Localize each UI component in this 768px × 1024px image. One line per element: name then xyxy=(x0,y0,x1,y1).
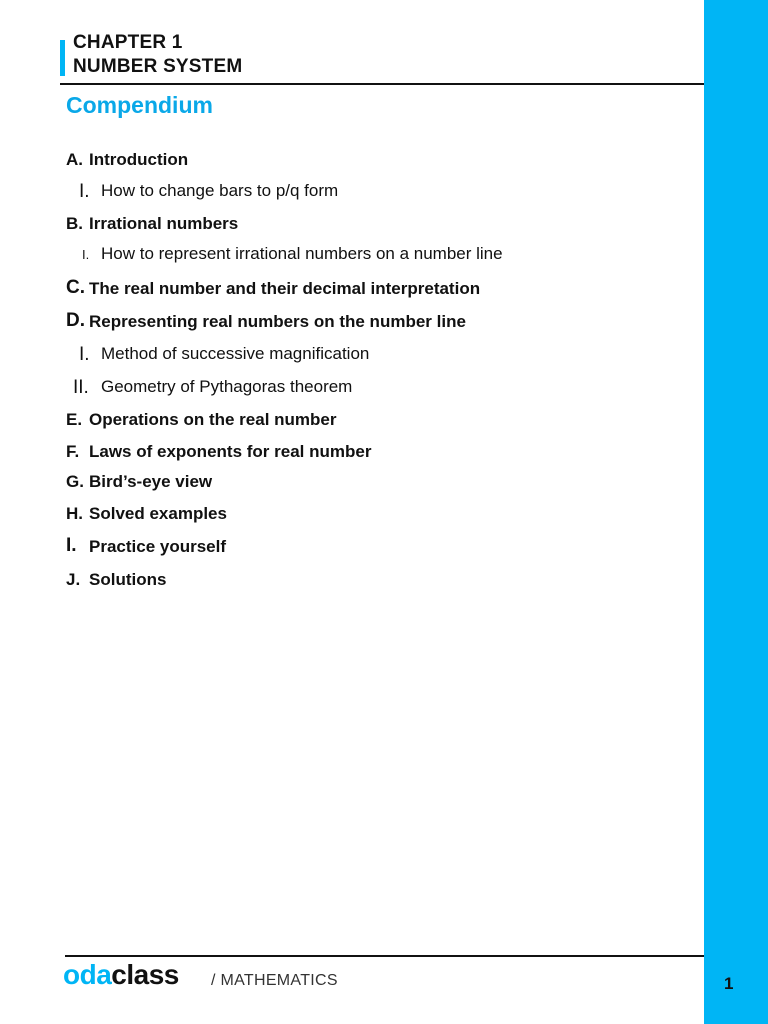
toc-label: Practice yourself xyxy=(89,537,227,556)
toc-sub-label: Geometry of Pythagoras theorem xyxy=(101,377,353,396)
toc-marker: F. xyxy=(66,442,80,461)
toc-marker: B. xyxy=(66,214,83,233)
toc-sub-marker: I. xyxy=(79,181,90,202)
toc-sub-marker: I. xyxy=(82,247,90,262)
page-number: 1 xyxy=(724,974,734,993)
toc-label: Solutions xyxy=(89,570,167,589)
toc-label: Introduction xyxy=(89,150,189,169)
footer-divider xyxy=(65,955,704,957)
toc-sub-label: Method of successive magnification xyxy=(101,344,370,363)
toc-marker: D. xyxy=(66,310,85,331)
toc-label: Irrational numbers xyxy=(89,214,239,233)
toc-marker: I. xyxy=(66,535,77,556)
toc-label: Bird’s-eye view xyxy=(89,472,213,491)
brand-logo-part1: oda xyxy=(63,959,112,990)
toc-marker: A. xyxy=(66,150,83,169)
toc-marker: E. xyxy=(66,410,83,429)
side-color-bar xyxy=(704,0,768,1024)
toc-marker: C. xyxy=(66,277,85,298)
chapter-title: NUMBER SYSTEM xyxy=(73,56,243,77)
compendium-title: Compendium xyxy=(66,92,213,118)
toc-label: Laws of exponents for real number xyxy=(89,442,372,461)
toc-marker: G. xyxy=(66,472,84,491)
footer-subject: / MATHEMATICS xyxy=(211,972,338,989)
toc-sub-marker: II. xyxy=(73,377,89,398)
chapter-label: CHAPTER 1 xyxy=(73,32,183,53)
toc-label: Operations on the real number xyxy=(89,410,337,429)
toc-sub-marker: I. xyxy=(79,344,90,365)
toc-label: The real number and their decimal interpretation xyxy=(89,279,481,298)
brand-logo-part2: class xyxy=(111,959,179,990)
toc-sub-label: How to change bars to p/q form xyxy=(101,181,339,200)
toc-label: Solved examples xyxy=(89,504,227,523)
toc-sub-label: How to represent irrational numbers on a number line xyxy=(101,244,503,263)
toc-label: Representing real numbers on the number line xyxy=(89,312,466,331)
toc-marker: H. xyxy=(66,504,83,523)
brand-logo xyxy=(63,959,179,991)
toc-marker: J. xyxy=(66,570,81,589)
